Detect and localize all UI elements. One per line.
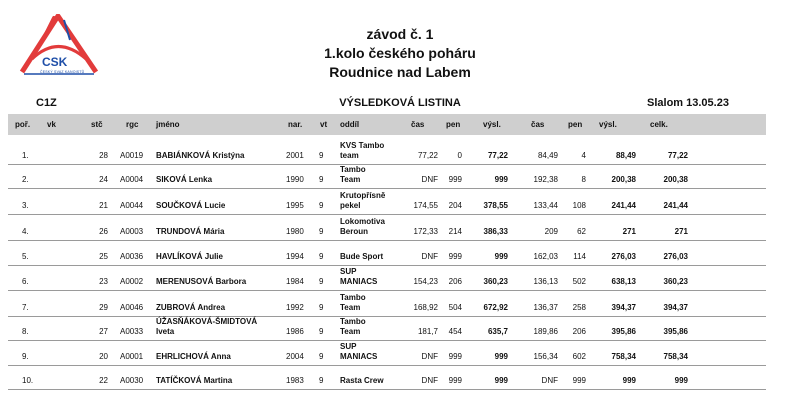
cell-nar: 1980 [286, 227, 304, 236]
cell-vysl1: 999 [494, 352, 508, 361]
cell-nar: 2001 [286, 151, 304, 160]
race-number: závod č. 1 [366, 26, 434, 42]
cell-cas1: DNF [421, 175, 438, 184]
category-label: C1Z [36, 97, 57, 109]
cell-stc: 29 [99, 303, 108, 312]
cell-jmeno: BABIÁNKOVÁ Kristýna [156, 151, 245, 160]
cell-vt: 9 [319, 277, 324, 286]
cell-vysl2: 200,38 [611, 175, 636, 184]
list-band [0, 97, 800, 111]
cell-vysl1: 999 [494, 252, 508, 261]
col-header-oddil: oddíl [340, 120, 360, 129]
table-row [8, 188, 766, 215]
col-header-celk: celk. [650, 120, 668, 129]
cell-vysl1: 999 [494, 376, 508, 385]
cell-vysl1: 378,55 [483, 201, 508, 210]
cell-por: 1. [22, 151, 29, 160]
cell-cas2: DNF [541, 376, 558, 385]
cell-jmeno: EHRLICHOVÁ Anna [156, 352, 231, 361]
cell-cas2: 133,44 [533, 201, 558, 210]
cell-por: 8. [22, 327, 29, 336]
cell-stc: 27 [99, 327, 108, 336]
col-header-pen1: pen [446, 120, 461, 129]
cell-celk: 999 [674, 376, 688, 385]
col-header-vk: vk [47, 120, 56, 129]
race-location: Roudnice nad Labem [329, 64, 471, 80]
cell-nar: 2004 [286, 352, 304, 361]
cell-vt: 9 [319, 352, 324, 361]
results-list-title: VÝSLEDKOVÁ LISTINA [339, 97, 461, 109]
table-row [8, 240, 766, 266]
col-header-pen2: pen [568, 120, 583, 129]
cell-cas2: 84,49 [537, 151, 558, 160]
cell-stc: 20 [99, 352, 108, 361]
cell-vysl2: 638,13 [611, 277, 636, 286]
col-header-vysl2: výsl. [599, 120, 617, 129]
cell-por: 7. [22, 303, 29, 312]
cell-celk: 394,37 [663, 303, 688, 312]
table-row [8, 136, 766, 165]
cell-jmeno: ZUBROVÁ Andrea [156, 303, 226, 312]
cell-rgc: A0033 [120, 327, 144, 336]
cell-vysl1: 77,22 [487, 151, 508, 160]
cell-rgc: A0030 [120, 376, 144, 385]
cell-celk: 758,34 [663, 352, 688, 361]
cell-jmeno: SIKOVÁ Lenka [156, 175, 213, 184]
cell-jmeno: SOUČKOVÁ Lucie [156, 201, 226, 210]
cell-celk: 271 [674, 227, 688, 236]
table-row [8, 290, 766, 317]
cell-vysl1: 360,23 [483, 277, 508, 286]
cell-por: 3. [22, 201, 29, 210]
logo-subtitle: ČESKÝ SVAZ KANOISTŮ [40, 70, 85, 74]
cell-oddil: SUP MANIACS [340, 342, 378, 361]
cell-nar: 1986 [286, 327, 304, 336]
cell-por: 5. [22, 252, 29, 261]
col-header-por: poř. [15, 120, 31, 129]
cell-vysl1: 386,33 [483, 227, 508, 236]
cell-nar: 1992 [286, 303, 304, 312]
cell-vysl2: 394,37 [611, 303, 636, 312]
cell-cas2: 192,38 [533, 175, 558, 184]
cell-oddil: Rasta Crew [340, 376, 384, 385]
cell-celk: 360,23 [663, 277, 688, 286]
cell-rgc: A0019 [120, 151, 144, 160]
cell-nar: 1994 [286, 252, 304, 261]
cell-stc: 28 [99, 151, 108, 160]
col-header-stc: stč [91, 120, 103, 129]
cell-pen1: 504 [448, 303, 462, 312]
table-row [8, 340, 766, 366]
cell-pen2: 999 [572, 376, 586, 385]
cell-pen1: 204 [448, 201, 462, 210]
cell-cas1: 168,92 [413, 303, 438, 312]
cell-oddil: Tambo Team [340, 165, 366, 184]
cell-nar: 1984 [286, 277, 304, 286]
cell-pen1: 999 [448, 352, 462, 361]
cell-oddil: Bude Sport [340, 252, 384, 261]
cell-cas1: DNF [421, 252, 438, 261]
cell-oddil: Krutopřísně pekel [340, 191, 386, 210]
cell-oddil: Tambo Team [340, 317, 366, 336]
col-header-vysl1: výsl. [483, 120, 501, 129]
cell-cas2: 162,03 [533, 252, 558, 261]
cell-pen1: 999 [448, 376, 462, 385]
cell-cas1: DNF [421, 376, 438, 385]
cell-vysl2: 276,03 [611, 252, 636, 261]
cell-rgc: A0044 [120, 201, 144, 210]
cell-cas2: 136,37 [533, 303, 558, 312]
cell-cas1: 154,23 [413, 277, 438, 286]
cell-pen2: 114 [573, 252, 586, 261]
cell-jmeno: ÚŽASŇÁKOVÁ-ŠMIDTOVÁ Iveta [156, 317, 258, 336]
race-round: 1.kolo českého poháru [324, 45, 476, 61]
cell-cas1: 174,55 [413, 201, 438, 210]
cell-vt: 9 [319, 175, 324, 184]
cell-stc: 24 [99, 175, 108, 184]
cell-por: 9. [22, 352, 29, 361]
cell-celk: 200,38 [663, 175, 688, 184]
cell-jmeno: HAVLÍKOVÁ Julie [156, 252, 223, 261]
logo-text: CSK [42, 55, 68, 69]
cell-oddil: SUP MANIACS [340, 267, 378, 286]
cell-cas2: 209 [544, 227, 558, 236]
cell-stc: 26 [99, 227, 108, 236]
event-date: Slalom 13.05.23 [647, 97, 729, 109]
cell-pen2: 602 [572, 352, 586, 361]
cell-jmeno: MERENUSOVÁ Barbora [156, 277, 247, 286]
cell-pen1: 999 [448, 175, 462, 184]
cell-rgc: A0002 [120, 277, 144, 286]
cell-vt: 9 [319, 227, 324, 236]
cell-rgc: A0046 [120, 303, 144, 312]
table-row [8, 164, 766, 189]
cell-stc: 22 [99, 376, 108, 385]
cell-stc: 25 [99, 252, 108, 261]
cell-stc: 23 [99, 277, 108, 286]
cell-nar: 1990 [286, 175, 304, 184]
cell-vysl2: 999 [622, 376, 636, 385]
cell-pen2: 108 [572, 201, 586, 210]
table-row [8, 214, 766, 241]
cell-cas2: 156,34 [533, 352, 558, 361]
cell-oddil: Lokomotiva Beroun [340, 217, 385, 236]
cell-nar: 1983 [286, 376, 304, 385]
cell-cas1: 181,7 [417, 327, 438, 336]
cell-vysl2: 88,49 [615, 151, 636, 160]
cell-cas2: 136,13 [533, 277, 558, 286]
cell-celk: 276,03 [663, 252, 688, 261]
cell-cas1: 77,22 [417, 151, 438, 160]
cell-vt: 9 [319, 201, 324, 210]
cell-rgc: A0036 [120, 252, 144, 261]
cell-vysl2: 271 [622, 227, 636, 236]
cell-vt: 9 [319, 151, 324, 160]
cell-pen2: 62 [577, 227, 586, 236]
cell-oddil: KVS Tambo team [340, 141, 385, 160]
cell-vt: 9 [319, 327, 324, 336]
cell-nar: 1995 [286, 201, 304, 210]
table-row [8, 265, 766, 291]
cell-por: 6. [22, 277, 29, 286]
cell-cas1: 172,33 [413, 227, 438, 236]
table-header [8, 114, 766, 135]
cell-pen2: 502 [572, 277, 586, 286]
table-row [8, 365, 766, 390]
cell-vysl1: 635,7 [487, 327, 508, 336]
cell-vysl2: 241,44 [611, 201, 636, 210]
col-header-rgc: rgc [126, 120, 139, 129]
cell-por: 2. [22, 175, 29, 184]
table-row [8, 316, 766, 341]
cell-oddil: Tambo Team [340, 293, 366, 312]
cell-cas1: DNF [421, 352, 438, 361]
cell-rgc: A0003 [120, 227, 144, 236]
cell-vysl1: 672,92 [483, 303, 508, 312]
cell-vt: 9 [319, 376, 324, 385]
col-header-jmeno: jméno [156, 120, 180, 129]
col-header-vt: vt [320, 120, 328, 129]
cell-pen2: 4 [581, 151, 586, 160]
cell-jmeno: TRUNDOVÁ Mária [156, 227, 225, 236]
cell-cas2: 189,86 [533, 327, 558, 336]
cell-vysl1: 999 [494, 175, 508, 184]
cell-stc: 21 [99, 201, 108, 210]
col-header-cas1: čas [411, 120, 425, 129]
col-header-nar: nar. [288, 120, 303, 129]
cell-pen1: 206 [448, 277, 462, 286]
cell-pen1: 0 [457, 151, 462, 160]
cell-pen1: 999 [448, 252, 462, 261]
cell-vysl2: 395,86 [611, 327, 636, 336]
cell-vysl2: 758,34 [611, 352, 636, 361]
cell-celk: 395,86 [663, 327, 688, 336]
cell-pen2: 258 [572, 303, 586, 312]
cell-celk: 241,44 [663, 201, 688, 210]
cell-vt: 9 [319, 303, 324, 312]
cell-pen1: 214 [448, 227, 462, 236]
cell-rgc: A0001 [120, 352, 144, 361]
cell-jmeno: TATÍČKOVÁ Martina [156, 376, 233, 385]
cell-pen1: 454 [448, 327, 462, 336]
cell-pen2: 206 [572, 327, 586, 336]
cell-pen2: 8 [581, 175, 586, 184]
cell-rgc: A0004 [120, 175, 144, 184]
col-header-cas2: čas [531, 120, 545, 129]
cell-por: 10. [22, 376, 34, 385]
cell-vt: 9 [319, 252, 324, 261]
cell-por: 4. [22, 227, 29, 236]
cell-celk: 77,22 [667, 151, 688, 160]
